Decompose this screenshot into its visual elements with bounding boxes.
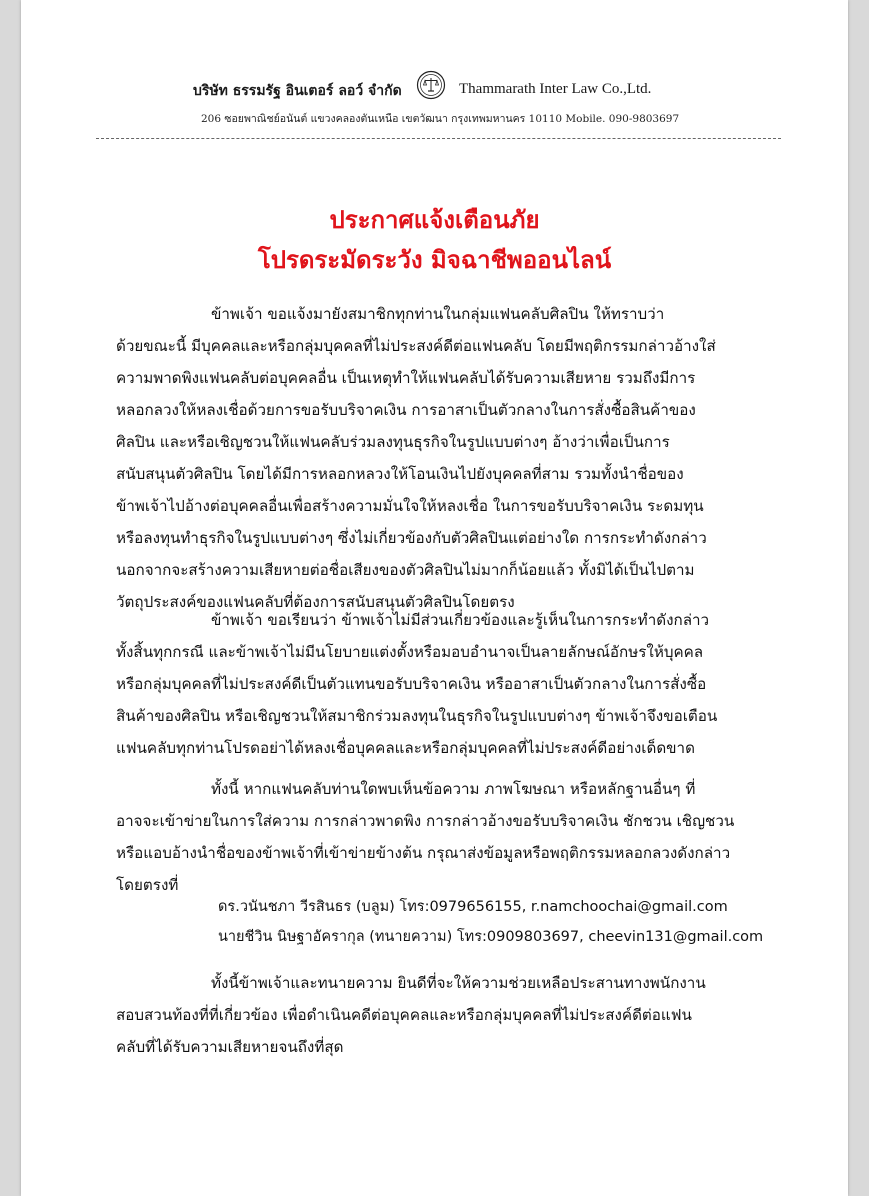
paragraph-line: หรือลงทุนทำธุรกิจในรูปแบบต่างๆ ซึ่งไม่เกี่ยวข้องกับตัวศิลปินแต่อย่างใด การกระทำดังกล่าว bbox=[116, 529, 707, 547]
paragraph-line: ทั้งนี้ข้าพเจ้าและทนายความ ยินดีที่จะให้ความช่วยเหลือประสานทางพนักงาน bbox=[211, 974, 706, 992]
paragraph-line: ข้าพเจ้า ขอเรียนว่า ข้าพเจ้าไม่มีส่วนเกี่ยวข้องและรู้เห็นในการกระทำดังกล่าว bbox=[211, 611, 710, 629]
company-name-english: Thammarath Inter Law Co.,Ltd. bbox=[459, 81, 652, 97]
paragraph-line: ด้วยขณะนี้ มีบุคคลและหรือกลุ่มบุคคลที่ไม่ประสงค์ดีต่อแฟนคลับ โดยมีพฤติกรรมกล่าวอ้างใส่ bbox=[116, 337, 716, 355]
paragraph-line: หลอกลวงให้หลงเชื่อด้วยการขอรับบริจาคเงิน การอาสาเป็นตัวกลางในการสั่งซื้อสินค้าของ bbox=[116, 401, 696, 419]
notice-subtitle: โปรดระมัดระวัง มิจฉาชีพออนไลน์ bbox=[257, 246, 612, 274]
paragraph-line: สอบสวนท้องที่ที่เกี่ยวข้อง เพื่อดำเนินคดีต่อบุคคลและหรือกลุ่มบุคคลที่ไม่ประสงค์ดีต่อแฟน bbox=[116, 1006, 692, 1024]
paragraph-line: หรือกลุ่มบุคคลที่ไม่ประสงค์ดีเป็นตัวแทนขอรับบริจาคเงิน หรืออาสาเป็นตัวกลางในการสั่งซื้อ bbox=[116, 675, 707, 693]
letterhead bbox=[21, 70, 848, 110]
paragraph-line: คลับที่ได้รับความเสียหายจนถึงที่สุด bbox=[116, 1038, 344, 1056]
paragraph-line: สินค้าของศิลปิน หรือเชิญชวนให้สมาชิกร่วมลงทุนในธุรกิจในรูปแบบต่างๆ ข้าพเจ้าจึงขอเตือน bbox=[116, 707, 718, 725]
notice-title: ประกาศแจ้งเตือนภัย bbox=[329, 206, 540, 234]
letterhead-divider bbox=[96, 138, 781, 139]
contact-line-1: ดร.วนันชภา วีรสินธร (บลูม) โทร:0979656155, r.namchoochai@gmail.com bbox=[218, 899, 728, 915]
paragraph-line: สนับสนุนตัวศิลปิน โดยได้มีการหลอกหลวงให้โอนเงินไปยังบุคคลที่สาม รวมทั้งนำชื่อของ bbox=[116, 465, 684, 483]
paragraph-line: ข้าพเจ้า ขอแจ้งมายังสมาชิกทุกท่านในกลุ่มแฟนคลับศิลปิน ให้ทราบว่า bbox=[211, 305, 665, 323]
paragraph-1 bbox=[116, 298, 756, 618]
paragraph-line: หรือแอบอ้างนำชื่อของข้าพเจ้าที่เข้าข่ายข้างต้น กรุณาส่งข้อมูลหรือพฤติกรรมหลอกลวงดังกล่าว bbox=[116, 844, 731, 862]
document-page bbox=[21, 0, 848, 1196]
paragraph-line: แฟนคลับทุกท่านโปรดอย่าได้หลงเชื่อบุคคลและหรือกลุ่มบุคคลที่ไม่ประสงค์ดีอย่างเด็ดขาด bbox=[116, 739, 695, 757]
paragraph-line: นอกจากจะสร้างความเสียหายต่อชื่อเสียงของตัวศิลปินไม่มากก็น้อยแล้ว ทั้งมิได้เป็นไปตาม bbox=[116, 561, 695, 579]
paragraph-line: วัตถุประสงค์ของแฟนคลับที่ต้องการสนับสนุนตัวศิลปินโดยตรง bbox=[116, 593, 515, 611]
paragraph-line: ทั้งสิ้นทุกกรณี และข้าพเจ้าไม่มีนโยบายแต่งตั้งหรือมอบอำนาจเป็นลายลักษณ์อักษรให้บุคคล bbox=[116, 643, 704, 661]
paragraph-line: ข้าพเจ้าไปอ้างต่อบุคคลอื่นเพื่อสร้างความมั่นใจให้หลงเชื่อ ในการขอรับบริจาคเงิน ระดมทุน bbox=[116, 497, 704, 515]
paragraph-2 bbox=[116, 604, 756, 764]
paragraph-3 bbox=[116, 773, 756, 901]
paragraph-line: ศิลปิน และหรือเชิญชวนให้แฟนคลับร่วมลงทุนธุรกิจในรูปแบบต่างๆ อ้างว่าเพื่อเป็นการ bbox=[116, 433, 670, 451]
paragraph-line: โดยตรงที่ bbox=[116, 876, 179, 894]
paragraph-line: ทั้งนี้ หากแฟนคลับท่านใดพบเห็นข้อความ ภาพโฆษณา หรือหลักฐานอื่นๆ ที่ bbox=[211, 780, 696, 798]
scales-of-justice-seal-icon bbox=[416, 70, 446, 100]
company-name-thai: บริษัท ธรรมรัฐ อินเตอร์ ลอว์ จำกัด bbox=[193, 83, 402, 99]
paragraph-line: ความพาดพิงแฟนคลับต่อบุคคลอื่น เป็นเหตุทำให้แฟนคลับได้รับความเสียหาย รวมถึงมีการ bbox=[116, 369, 696, 387]
paragraph-line: อาจจะเข้าข่ายในการใส่ความ การกล่าวพาดพิง การกล่าวอ้างขอรับบริจาคเงิน ชักชวน เชิญชวน bbox=[116, 812, 735, 830]
contact-line-2: นายชีวิน นิษฐาอัครากุล (ทนายความ) โทร:0909803697, cheevin131@gmail.com bbox=[218, 929, 764, 945]
paragraph-4 bbox=[116, 967, 756, 1063]
company-address: 206 ซอยพาณิชย์อนันต์ แขวงคลองตันเหนือ เขตวัฒนา กรุงเทพมหานคร 10110 Mobile. 090-9803697 bbox=[201, 113, 680, 125]
